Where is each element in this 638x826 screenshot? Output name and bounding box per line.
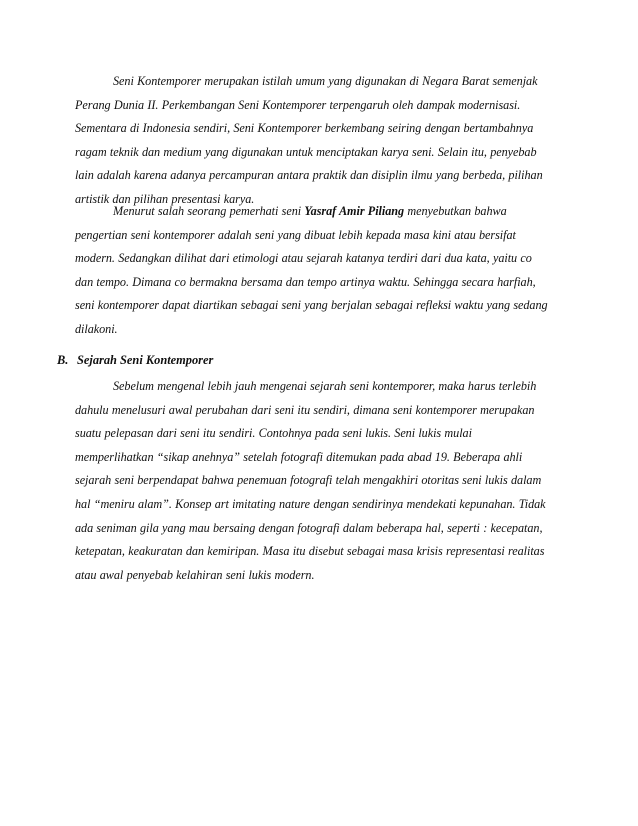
text-line: modern. Sedangkan dilihat dari etimologi atau sejarah katanya terdiri dari dua kata, yaitu co	[75, 251, 532, 266]
text-line: atau awal penyebab kelahiran seni lukis modern.	[75, 567, 315, 582]
paragraph-yasraf-definition	[75, 200, 565, 342]
text-line: memperlihatkan “sikap anehnya” setelah fotografi ditemukan pada abad 19. Beberapa ahli	[75, 449, 523, 464]
text-line: Sementara di Indonesia sendiri, Seni Kontemporer berkembang seiring dengan bertambahnya	[75, 121, 534, 136]
text-line: Perang Dunia II. Perkembangan Seni Kontemporer terpengaruh oleh dampak modernisasi.	[75, 97, 521, 112]
paragraph-sejarah	[75, 375, 565, 587]
text-line: ragam teknik dan medium yang digunakan untuk menciptakan karya seni. Selain itu, penyebab	[75, 144, 537, 159]
text-segment: Menurut salah seorang pemerhati seni	[113, 204, 305, 218]
section-title: Sejarah Seni Kontemporer	[77, 353, 214, 367]
section-heading	[57, 350, 213, 370]
text-line: dilakoni.	[75, 321, 118, 336]
text-line: ketepatan, keakuratan dan kemiripan. Masa itu disebut sebagai masa krisis representasi realitas	[75, 544, 545, 559]
text-line: ada seniman gila yang mau bersaing dengan fotografi dalam beberapa hal, seperti : kecepatan,	[75, 520, 543, 535]
text-line: suatu pelepasan dari seni itu sendiri. Contohnya pada seni lukis. Seni lukis mulai	[75, 426, 472, 441]
text-line: pengertian seni kontemporer adalah seni yang dibuat lebih kepada masa kini atau bersifat	[75, 227, 516, 242]
text-line: sejarah seni berpendapat bahwa penemuan fotografi telah mengakhiri otoritas seni lukis dalam	[75, 473, 542, 488]
text-line: seni kontemporer dapat diartikan sebagai seni yang berjalan sebagai refleksi waktu yang sedang	[75, 298, 548, 313]
text-line	[75, 200, 565, 224]
author-name: Yasraf Amir Piliang	[304, 204, 405, 218]
text-line: lain adalah karena adanya percampuran antara praktik dan disiplin ilmu yang berbeda, pilihan	[75, 168, 543, 183]
paragraph-seni-kontemporer-definition	[75, 70, 565, 212]
text-segment: menyebutkan bahwa	[404, 204, 507, 218]
text-line: hal “meniru alam”. Konsep art imitating nature dengan sendirinya mendekati kepunahan. Tidak	[75, 496, 546, 511]
section-number: B.	[57, 353, 69, 367]
text-line: Sebelum mengenal lebih jauh mengenai sejarah seni kontemporer, maka harus terlebih	[113, 379, 537, 393]
text-line: Seni Kontemporer merupakan istilah umum yang digunakan di Negara Barat semenjak	[113, 74, 538, 88]
text-line: dan tempo. Dimana co bermakna bersama dan tempo artinya waktu. Sehingga secara harfiah,	[75, 274, 536, 289]
text-line: artistik dan pilihan presentasi karya.	[75, 191, 255, 206]
text-line: dahulu menelusuri awal perubahan dari seni itu sendiri, dimana seni kontemporer merupakan	[75, 402, 535, 417]
